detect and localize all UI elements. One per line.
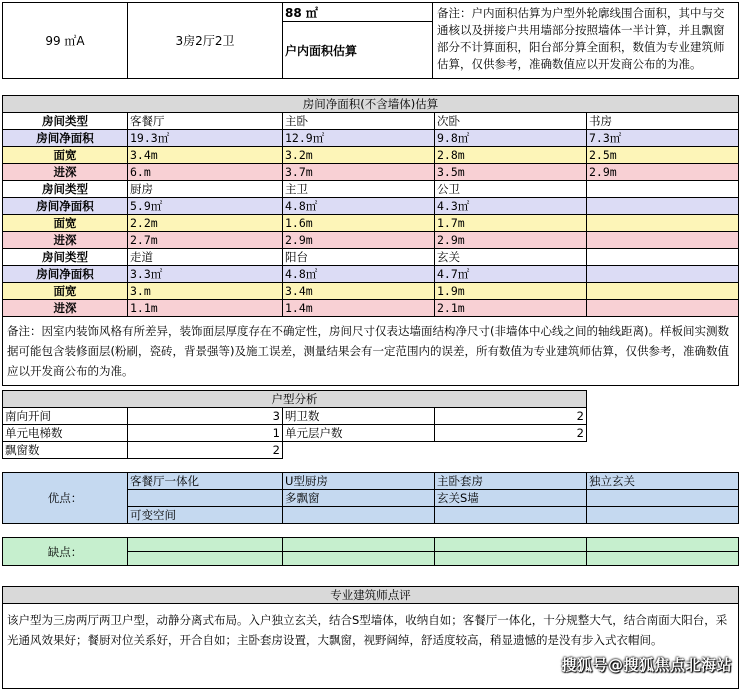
room-width-cell xyxy=(587,215,739,232)
table-row xyxy=(3,408,587,425)
table-row xyxy=(3,113,739,130)
room-area-cell xyxy=(587,198,739,215)
room-type-cell xyxy=(587,181,739,198)
room-area-cell: 9.8㎡ xyxy=(435,130,587,147)
pros-item: 客餐厅一体化 xyxy=(128,473,283,490)
row-label-type: 房间类型 xyxy=(3,249,128,266)
table-row xyxy=(3,232,739,249)
analysis-value: 1 xyxy=(128,425,283,442)
row-label-depth: 进深 xyxy=(3,164,128,181)
room-dimensions-table xyxy=(2,95,739,386)
room-width-cell: 1.9m xyxy=(435,283,587,300)
room-area-cell: 19.3㎡ xyxy=(128,130,283,147)
cons-item xyxy=(435,552,587,566)
room-type-cell: 玄关 xyxy=(435,249,587,266)
table-row xyxy=(3,300,739,317)
pros-item: 玄关S墙 xyxy=(435,490,587,507)
analysis-label: 飘窗数 xyxy=(3,442,128,459)
row-label-width: 面宽 xyxy=(3,147,128,164)
row-label-width: 面宽 xyxy=(3,215,128,232)
table-row xyxy=(3,442,587,459)
area-label-cell: 户内面积估算 xyxy=(283,22,433,79)
room-width-cell: 3.4m xyxy=(128,147,283,164)
total-area-cell: 99 ㎡A xyxy=(3,3,128,79)
table-row xyxy=(3,181,739,198)
cons-item xyxy=(128,538,283,552)
pros-item: 主卧套房 xyxy=(435,473,587,490)
room-width-cell: 2.2m xyxy=(128,215,283,232)
room-area-cell: 5.9㎡ xyxy=(128,198,283,215)
room-depth-cell: 2.1m xyxy=(435,300,587,317)
room-depth-cell: 1.1m xyxy=(128,300,283,317)
analysis-label: 单元层户数 xyxy=(283,425,435,442)
pros-title: 优点： xyxy=(3,473,128,524)
analysis-value: 2 xyxy=(435,408,587,425)
analysis-value: 2 xyxy=(435,425,587,442)
room-type-cell: 走道 xyxy=(128,249,283,266)
table-row xyxy=(3,266,739,283)
row-label-width: 面宽 xyxy=(3,283,128,300)
layout-analysis-table xyxy=(2,390,587,459)
rooms-note: 备注：因室内装饰风格有所差异，装饰面层厚度存在不确定性，房间尺寸仅表达墙面结构净尺寸(非墙体中心线之间的轴线距离)。样板间实测数据可能包含装修面层(粉刷，瓷砖，背景强等)及施工误差，测量结果会有一定范围内的误差，所有数值为专业建筑师估算，仅供参考，准确数值应以开发商公布的为准。 xyxy=(3,317,739,386)
room-area-cell: 4.3㎡ xyxy=(435,198,587,215)
cons-table xyxy=(2,537,739,566)
room-type-cell: 厨房 xyxy=(128,181,283,198)
table-row xyxy=(3,425,587,442)
layout-cell: 3房2厅2卫 xyxy=(128,3,283,79)
table-row xyxy=(3,215,739,232)
analysis-value: 3 xyxy=(128,408,283,425)
row-label-type: 房间类型 xyxy=(3,113,128,130)
room-depth-cell: 3.5m xyxy=(435,164,587,181)
room-type-cell: 次卧 xyxy=(435,113,587,130)
table-row xyxy=(3,283,739,300)
room-type-cell: 客餐厅 xyxy=(128,113,283,130)
table-row xyxy=(3,147,739,164)
room-area-cell: 4.7㎡ xyxy=(435,266,587,283)
pros-item xyxy=(587,507,739,524)
analysis-title: 户型分析 xyxy=(3,391,587,408)
room-depth-cell: 2.7m xyxy=(128,232,283,249)
row-label-depth: 进深 xyxy=(3,232,128,249)
room-depth-cell: 1.4m xyxy=(283,300,435,317)
analysis-empty xyxy=(283,442,435,459)
room-width-cell: 1.6m xyxy=(283,215,435,232)
room-depth-cell: 3.7m xyxy=(283,164,435,181)
cons-item xyxy=(587,552,739,566)
review-title: 专业建筑师点评 xyxy=(3,587,739,604)
room-depth-cell: 2.9m xyxy=(587,164,739,181)
pros-item: 独立玄关 xyxy=(587,473,739,490)
pros-item xyxy=(283,507,435,524)
table-row xyxy=(3,249,739,266)
analysis-label: 南向开间 xyxy=(3,408,128,425)
room-width-cell: 2.8m xyxy=(435,147,587,164)
room-width-cell: 3.4m xyxy=(283,283,435,300)
review-text: 该户型为三房两厅两卫户型，动静分离式布局。入户独立玄关，结合S型墙体，收纳自如；客餐厅一体化，十分规整大气，结合南面大阳台，采光通风效果好；餐厨对位关系好，开合自如；主卧套房设置，大飘窗，视野阔绰，舒适度较高，稍显遗憾的是没有步入式衣帽间。 xyxy=(3,604,739,689)
row-label-type: 房间类型 xyxy=(3,181,128,198)
pros-item xyxy=(128,490,283,507)
room-area-cell: 12.9㎡ xyxy=(283,130,435,147)
area-note-cell: 备注：户内面积估算为户型外轮廓线围合面积，其中与交通核以及拼接户共用墙部分按照墙体一半计算，并且飘窗部分不计算面积，阳台部分算全面积，数值为专业建筑师估算，仅供参考，准确数值应以开发商公布的为准。 xyxy=(433,3,739,79)
cons-item xyxy=(587,538,739,552)
cons-item xyxy=(283,538,435,552)
room-depth-cell: 2.9m xyxy=(283,232,435,249)
cons-title: 缺点： xyxy=(3,538,128,566)
pros-item xyxy=(435,507,587,524)
rooms-title: 房间净面积(不含墙体)估算 xyxy=(3,96,739,113)
row-label-area: 房间净面积 xyxy=(3,266,128,283)
room-area-cell: 4.8㎡ xyxy=(283,266,435,283)
header-table xyxy=(2,2,739,79)
pros-item: 可变空间 xyxy=(128,507,283,524)
room-area-cell: 4.8㎡ xyxy=(283,198,435,215)
room-type-cell: 主卫 xyxy=(283,181,435,198)
room-depth-cell xyxy=(587,300,739,317)
analysis-label: 明卫数 xyxy=(283,408,435,425)
room-area-cell xyxy=(587,266,739,283)
watermark: 搜狐号@搜狐焦点北海站 xyxy=(561,656,732,674)
table-row xyxy=(3,538,739,552)
pros-item: U型厨房 xyxy=(283,473,435,490)
room-area-cell: 7.3㎡ xyxy=(587,130,739,147)
room-width-cell: 1.7m xyxy=(435,215,587,232)
analysis-empty xyxy=(435,442,587,459)
row-label-area: 房间净面积 xyxy=(3,198,128,215)
room-width-cell: 3.2m xyxy=(283,147,435,164)
cons-item xyxy=(435,538,587,552)
room-width-cell xyxy=(587,283,739,300)
room-type-cell: 阳台 xyxy=(283,249,435,266)
cons-item xyxy=(283,552,435,566)
table-row xyxy=(3,473,739,490)
table-row xyxy=(3,164,739,181)
pros-table xyxy=(2,472,739,524)
room-width-cell: 2.5m xyxy=(587,147,739,164)
table-row xyxy=(3,130,739,147)
room-depth-cell xyxy=(587,232,739,249)
room-depth-cell: 6.m xyxy=(128,164,283,181)
room-type-cell: 主卧 xyxy=(283,113,435,130)
cons-item xyxy=(128,552,283,566)
room-type-cell xyxy=(587,249,739,266)
room-width-cell: 3.m xyxy=(128,283,283,300)
row-label-area: 房间净面积 xyxy=(3,130,128,147)
room-type-cell: 公卫 xyxy=(435,181,587,198)
area-value-cell: 88 ㎡ xyxy=(283,3,433,22)
analysis-label: 单元电梯数 xyxy=(3,425,128,442)
table-row xyxy=(3,198,739,215)
row-label-depth: 进深 xyxy=(3,300,128,317)
room-depth-cell: 2.9m xyxy=(435,232,587,249)
room-type-cell: 书房 xyxy=(587,113,739,130)
analysis-value: 2 xyxy=(128,442,283,459)
pros-item xyxy=(587,490,739,507)
pros-item: 多飘窗 xyxy=(283,490,435,507)
room-area-cell: 3.3㎡ xyxy=(128,266,283,283)
